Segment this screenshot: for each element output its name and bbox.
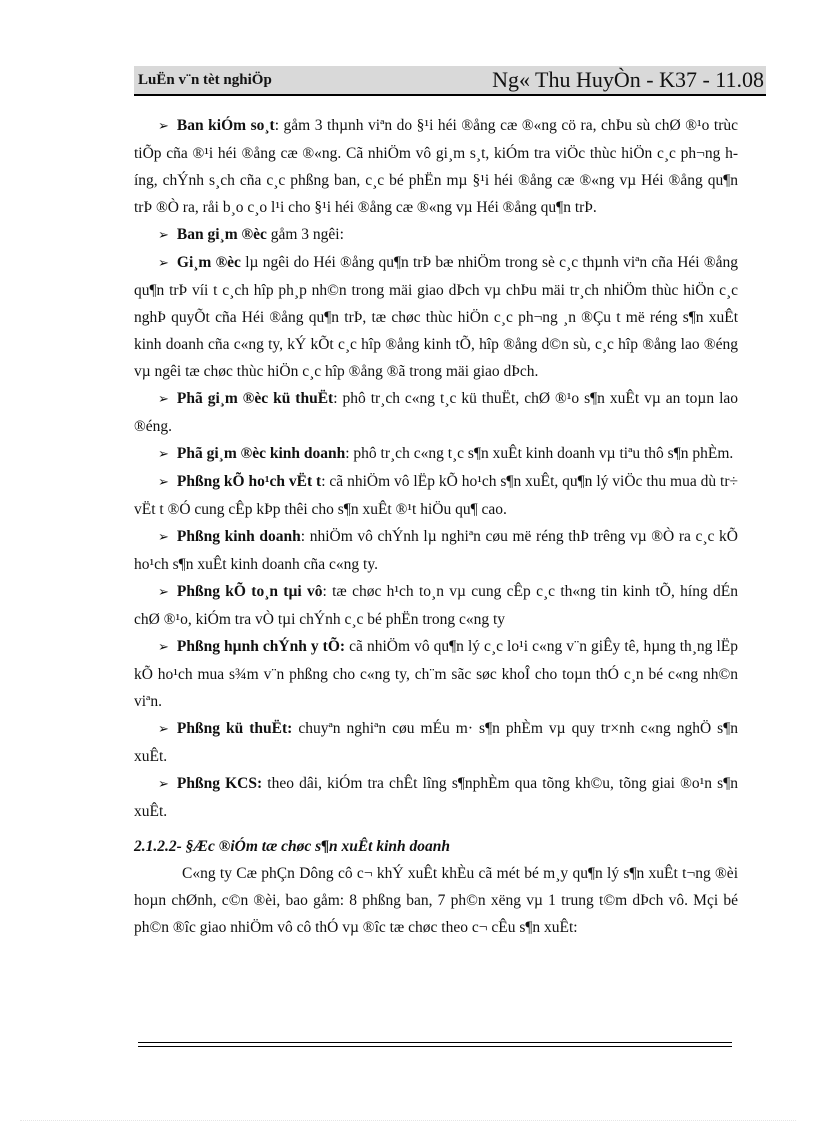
paragraph-text: theo dâi, kiÓm tra chÊt lîng s¶nphÈm qua tõng kh©u, tõng giai ®o¹n s¶n xuÊt. bbox=[134, 775, 738, 820]
footer-rule-top bbox=[138, 1042, 732, 1043]
paragraph-phong-ky-thuat bbox=[134, 715, 738, 770]
arrow-bullet-icon: ➢ bbox=[158, 530, 169, 545]
paragraph-label: Phßng kÕ to¸n tµi vô bbox=[176, 583, 323, 600]
paragraph-label: Phã gi¸m ®èc kinh doanh bbox=[176, 445, 346, 462]
paragraph-label: Phßng kÕ ho¹ch vËt t bbox=[176, 473, 322, 490]
arrow-bullet-icon: ➢ bbox=[158, 475, 169, 490]
page-bottom-border bbox=[20, 1120, 796, 1121]
paragraph-text: lµ ngêi do Héi ®ång qu¶n trÞ bæ nhiÖm trong sè c¸c thµnh viªn cña Héi ®ång qu¶n trÞ víi t c¸ch hîp ph¸p nh©n trong mäi giao dÞch vµ chÞu mäi tr¸ch nhiÖm thùc hiÖn c¸c nghÞ quyÕt cña Héi ®ång qu¶n trÞ, tæ chøc thùc hiÖn c¸c ph¬ng ¸n ®Çu t më réng s¶n xuÊt kinh doanh cña c«ng ty, kÝ kÕt c¸c hîp ®ång kinh tÕ, hîp ®ång d©n sù, c¸c hîp ®ång lao ®éng vµ ngêi tæ chøc thùc hiÖn c¸c hîp ®ång ®ã trong mäi giao dÞch. bbox=[134, 254, 738, 380]
paragraph-label: Phßng kinh doanh bbox=[176, 528, 301, 545]
paragraph-text: : gåm 3 thµnh viªn do §¹i héi ®ång cæ ®«ng cö ra, chÞu sù chØ ®¹o trùc tiÕp cña ®¹i héi ®ång cæ ®«ng. Cã nhiÖm vô gi¸m s¸t, kiÓm tra viÖc thùc hiÖn c¸c ph¬ng híng, chÝnh s¸ch cña c¸c phßng ban, c¸c bé phËn mµ §¹i héi ®ång cæ ®«ng vµ Héi ®ång qu¶n trÞ ®Ò ra, råi b¸o c¸o l¹i cho §¹i héi ®ång cæ ®«ng vµ Héi ®ång qu¶n trÞ. bbox=[134, 117, 738, 216]
paragraph-giam-doc bbox=[134, 249, 738, 385]
paragraph-label: Ban kiÓm so¸t bbox=[176, 117, 275, 134]
paragraph-label: Ban gi¸m ®èc bbox=[176, 226, 267, 243]
arrow-bullet-icon: ➢ bbox=[158, 392, 169, 407]
paragraph-phong-ke-hoach bbox=[134, 468, 738, 523]
paragraph-label: Phßng kü thuËt: bbox=[176, 720, 293, 737]
header-author-label: Ng« Thu HuyÒn - K37 - 11.08 bbox=[492, 67, 764, 92]
paragraph-text: cã nhiÖm vô qu¶n lý c¸c lo¹i c«ng v¨n giÊy tê, hµng th¸ng lËp kÕ ho¹ch mua s¾m v¨n phßng cho c«ng ty, ch¨m sãc søc khoÎ cho toµn thÓ c¸n bé c«ng nh©n viªn. bbox=[134, 638, 738, 710]
paragraph-label: Phßng hµnh chÝnh y tÕ: bbox=[176, 638, 346, 655]
paragraph-pho-gd-kinh-doanh bbox=[134, 440, 738, 468]
footer-rule-bottom bbox=[138, 1046, 732, 1047]
paragraph-phong-kinh-doanh bbox=[134, 523, 738, 578]
arrow-bullet-icon: ➢ bbox=[158, 119, 169, 134]
paragraph-label: Phßng KCS: bbox=[176, 775, 263, 792]
page-header bbox=[134, 66, 766, 94]
paragraph-text: : cã nhiÖm vô lËp kÕ ho¹ch s¶n xuÊt, qu¶n lý viÖc thu mua dù tr÷ vËt t ®Ó cung cÊp kÞp thêi cho s¶n xuÊt ®¹t hiÖu qu¶ cao. bbox=[134, 473, 738, 518]
paragraph-pho-gd-ky-thuat bbox=[134, 385, 738, 440]
header-thesis-label: LuËn v¨n tèt nghiÖp bbox=[138, 72, 272, 88]
arrow-bullet-icon: ➢ bbox=[158, 447, 169, 462]
paragraph-phong-ke-toan bbox=[134, 578, 738, 633]
paragraph-text: : tæ chøc h¹ch to¸n vµ cung cÊp c¸c th«ng tin kinh tÕ, híng dÉn chØ ®¹o, kiÓm tra vÒ tµi chÝnh c¸c bé phËn trong c«ng ty bbox=[134, 583, 738, 628]
paragraph-text: gåm 3 ngêi: bbox=[266, 226, 344, 243]
header-rule bbox=[134, 94, 766, 96]
paragraph-ban-kiem-soat bbox=[134, 112, 738, 221]
paragraph-phong-kcs bbox=[134, 770, 738, 825]
paragraph-text: : nhiÖm vô chÝnh lµ nghiªn cøu më réng thÞ trêng vµ ®Ò ra c¸c kÕ ho¹ch s¶n xuÊt kinh doanh cña c«ng ty. bbox=[134, 528, 739, 573]
paragraph-label: Phã gi¸m ®èc kü thuËt bbox=[176, 390, 334, 407]
paragraph-text: : phô tr¸ch c«ng t¸c kü thuËt, chØ ®¹o s¶n xuÊt vµ an toµn lao ®éng. bbox=[134, 390, 739, 435]
arrow-bullet-icon: ➢ bbox=[158, 256, 169, 271]
paragraph-label: Gi¸m ®èc bbox=[176, 254, 241, 271]
paragraph-phong-hanh-chinh bbox=[134, 633, 738, 715]
arrow-bullet-icon: ➢ bbox=[158, 228, 169, 243]
section-body-paragraph: C«ng ty Cæ phÇn Dông cô c¬ khÝ xuÊt khÈu cã mét bé m¸y qu¶n lý s¶n xuÊt t¬ng ®èi hoµn chØnh, c©n ®èi, bao gåm: 8 phßng ban, 7 ph©n xëng vµ 1 trung t©m dÞch vô. Mçi bé ph©n ®îc giao nhiÖm vô cô thÓ vµ ®îc tæ chøc theo c¬ cÊu s¶n xuÊt: bbox=[134, 865, 738, 936]
paragraph-ban-giam-doc bbox=[134, 221, 738, 249]
arrow-bullet-icon: ➢ bbox=[158, 722, 169, 737]
section-heading: 2.1.2.2- §Æc ®iÓm tæ chøc s¶n xuÊt kinh doanh bbox=[134, 838, 451, 855]
arrow-bullet-icon: ➢ bbox=[158, 777, 169, 792]
arrow-bullet-icon: ➢ bbox=[158, 640, 169, 655]
document-body bbox=[134, 112, 738, 941]
paragraph-text: : phô tr¸ch c«ng t¸c s¶n xuÊt kinh doanh vµ tiªu thô s¶n phÈm. bbox=[345, 445, 734, 462]
arrow-bullet-icon: ➢ bbox=[158, 585, 169, 600]
paragraph-text: chuyªn nghiªn cøu mÉu m· s¶n phÈm vµ quy tr×nh c«ng nghÖ s¶n xuÊt. bbox=[134, 720, 738, 765]
